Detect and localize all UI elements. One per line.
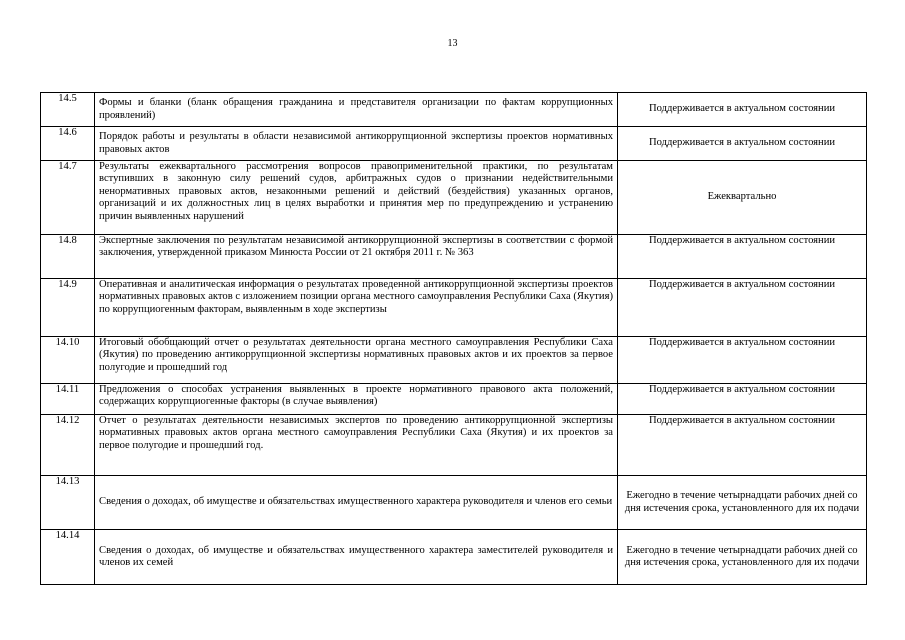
table-row (41, 476, 867, 530)
table-row (41, 93, 867, 127)
table-row (41, 279, 867, 337)
row-description: Отчет о результатах деятельности независимых экспертов по проведению антикоррупционной экспертизы нормативных правовых актов органа местного самоуправления Республики Саха (Якутия) и их проектов за первое полугодие и прошедший год. (95, 415, 618, 476)
row-number: 14.10 (41, 337, 95, 384)
row-description: Предложения о способах устранения выявленных в проекте нормативного правового акта положений, содержащих коррупциогенные факторы (в случае выявления) (95, 384, 618, 415)
row-description: Сведения о доходах, об имуществе и обязательствах имущественного характера руководителя и членов его семьи (95, 476, 618, 530)
table-row (41, 235, 867, 279)
row-status: Ежегодно в течение четырнадцати рабочих дней со дня истечения срока, установленного для их подачи (618, 530, 867, 585)
row-number: 14.13 (41, 476, 95, 530)
row-status: Поддерживается в актуальном состоянии (618, 279, 867, 337)
row-number: 14.9 (41, 279, 95, 337)
row-number: 14.12 (41, 415, 95, 476)
table-row (41, 530, 867, 585)
table-row (41, 161, 867, 235)
row-number: 14.11 (41, 384, 95, 415)
document-table (40, 92, 867, 585)
row-status: Поддерживается в актуальном состоянии (618, 337, 867, 384)
row-description: Порядок работы и результаты в области независимой антикоррупционной экспертизы проектов нормативных правовых актов (95, 127, 618, 161)
row-status: Ежеквартально (618, 161, 867, 235)
row-description: Итоговый обобщающий отчет о результатах деятельности органа местного самоуправления Республики Саха (Якутия) по проведению антикоррупционной экспертизы нормативных правовых актов и их проектов за первое полугодие и прошедший год (95, 337, 618, 384)
table-row (41, 127, 867, 161)
row-status: Поддерживается в актуальном состоянии (618, 384, 867, 415)
row-status: Поддерживается в актуальном состоянии (618, 127, 867, 161)
table-row (41, 384, 867, 415)
row-description: Формы и бланки (бланк обращения гражданина и представителя организации по фактам коррупционных проявлений) (95, 93, 618, 127)
table-row (41, 415, 867, 476)
table-row (41, 337, 867, 384)
row-number: 14.14 (41, 530, 95, 585)
row-number: 14.8 (41, 235, 95, 279)
row-description: Экспертные заключения по результатам независимой антикоррупционной экспертизы в соответствии с формой заключения, утвержденной приказом Минюста России от 21 октября 2011 г. № 363 (95, 235, 618, 279)
row-description: Сведения о доходах, об имуществе и обязательствах имущественного характера заместителей руководителя и членов их семей (95, 530, 618, 585)
row-number: 14.7 (41, 161, 95, 235)
row-description: Оперативная и аналитическая информация о результатах проведенной антикоррупционной экспертизы проектов нормативных правовых актов с изложением позиции органа местного самоуправления Республики Саха (Якутия) по коррупциогенным факторам, выявленным в ходе экспертизы (95, 279, 618, 337)
row-number: 14.5 (41, 93, 95, 127)
row-description: Результаты ежеквартального рассмотрения вопросов правоприменительной практики, по результатам вступивших в законную силу решений судов, арбитражных судов о признании недействительными ненормативных правовых актов, незаконными решений и действий (бездействия) указанных органов, организаций и их должностных лиц в целях выработки и принятия мер по предупреждению и устранению причин выявленных нарушений (95, 161, 618, 235)
row-status: Поддерживается в актуальном состоянии (618, 235, 867, 279)
row-status: Поддерживается в актуальном состоянии (618, 415, 867, 476)
row-number: 14.6 (41, 127, 95, 161)
page-number: 13 (447, 38, 458, 49)
row-status: Поддерживается в актуальном состоянии (618, 93, 867, 127)
row-status: Ежегодно в течение четырнадцати рабочих дней со дня истечения срока, установленного для их подачи (618, 476, 867, 530)
